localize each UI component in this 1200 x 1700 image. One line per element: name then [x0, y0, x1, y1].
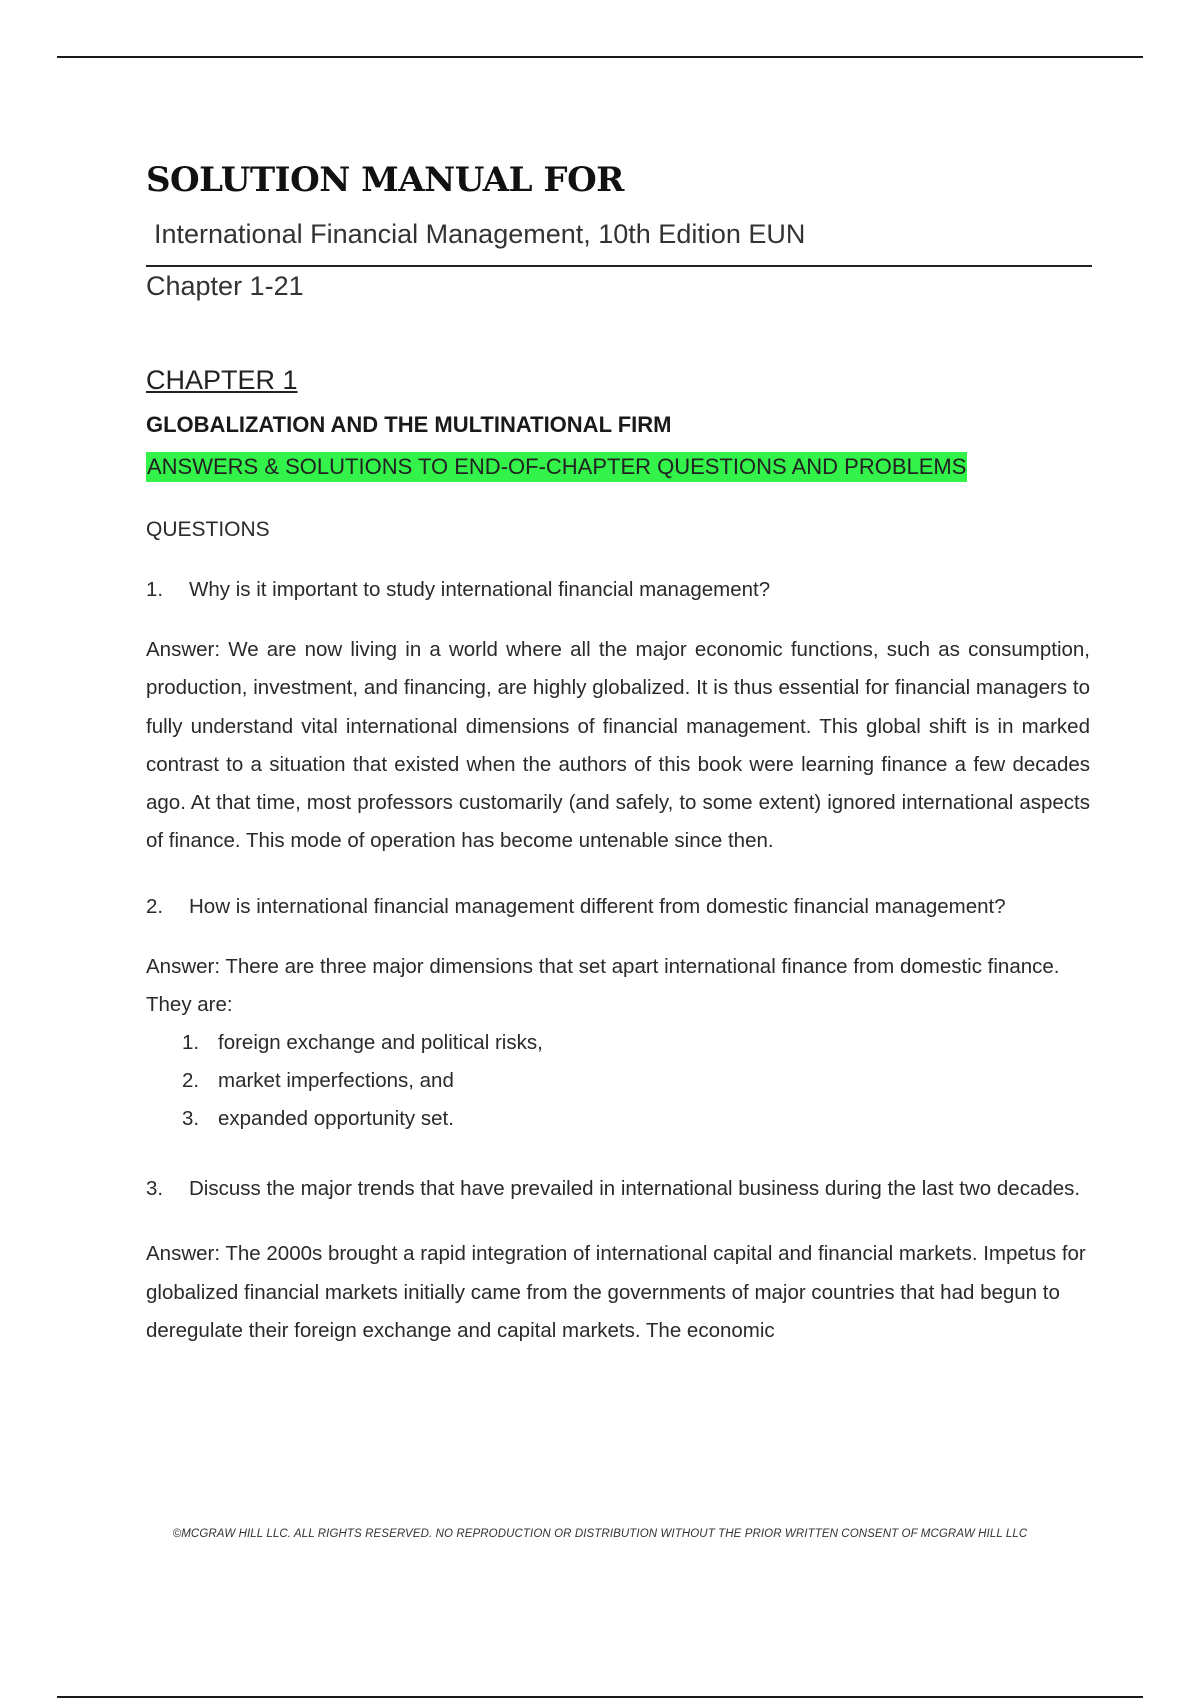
book-title: International Financial Management, 10th Edition EUN	[154, 219, 806, 249]
page-content	[146, 150, 1090, 1350]
question-2	[146, 893, 1090, 921]
chapters-range: Chapter 1-21	[146, 271, 304, 301]
question-text: How is international financial management different from domestic financial management?	[189, 894, 1006, 918]
question-1	[146, 576, 1090, 604]
question-number: 2.	[146, 894, 164, 918]
question-number: 3.	[146, 1177, 164, 1201]
question-number: 1.	[146, 578, 164, 601]
dimensions-list	[146, 1024, 1090, 1138]
answer-1: Answer: We are now living in a world where all the major economic functions, such as consumption, production, investment, and financing, are highly globalized. It is thus essential for financial managers to fully understand vital international dimensions of financial management. This global shift is in marked contrast to a situation that existed when the authors of this book were learning finance a few decades ago. At that time, most professors customarily (and safely, to some extent) ignored international aspects of finance. This mode of operation has become untenable since then.	[146, 638, 1090, 853]
question-3	[146, 1170, 1090, 1208]
answer-3: Answer: The 2000s brought a rapid integration of international capital and financial markets. Impetus for globalized financial markets initially came from the governments of major countries that had begun to deregulate their foreign exchange and capital markets. The economic	[146, 1242, 1086, 1342]
title-divider	[146, 265, 1092, 267]
list-item-text: expanded opportunity set.	[218, 1107, 454, 1131]
copyright-footer: ©MCGRAW HILL LLC. ALL RIGHTS RESERVED. NO REPRODUCTION OR DISTRIBUTION WITHOUT THE PRIOR WRITTEN CONSENT OF MCGRAW HILL LLC	[172, 1528, 1028, 1540]
top-rule	[57, 56, 1143, 58]
chapter-label: CHAPTER 1	[146, 365, 298, 395]
chapter-name: GLOBALIZATION AND THE MULTINATIONAL FIRM	[146, 412, 672, 437]
list-item	[182, 1100, 1090, 1138]
question-text: Discuss the major trends that have prevailed in international business during the last two decades.	[189, 1177, 1081, 1201]
list-item-text: market imperfections, and	[218, 1069, 454, 1093]
manual-title: SOLUTION MANUAL FOR	[146, 160, 624, 200]
list-item-number: 2.	[182, 1069, 200, 1093]
section-label: QUESTIONS	[146, 518, 270, 541]
answer-2: Answer: There are three major dimensions that set apart international finance from domestic finance. They are:	[146, 954, 1060, 1017]
bottom-rule	[57, 1696, 1143, 1698]
question-text: Why is it important to study international financial management?	[189, 578, 771, 601]
answers-highlight-banner: ANSWERS & SOLUTIONS TO END-OF-CHAPTER QUESTIONS AND PROBLEMS	[146, 452, 967, 482]
list-item	[182, 1024, 1090, 1062]
list-item-number: 3.	[182, 1107, 200, 1131]
list-item-number: 1.	[182, 1031, 200, 1055]
list-item	[182, 1062, 1090, 1100]
list-item-text: foreign exchange and political risks,	[218, 1031, 543, 1055]
